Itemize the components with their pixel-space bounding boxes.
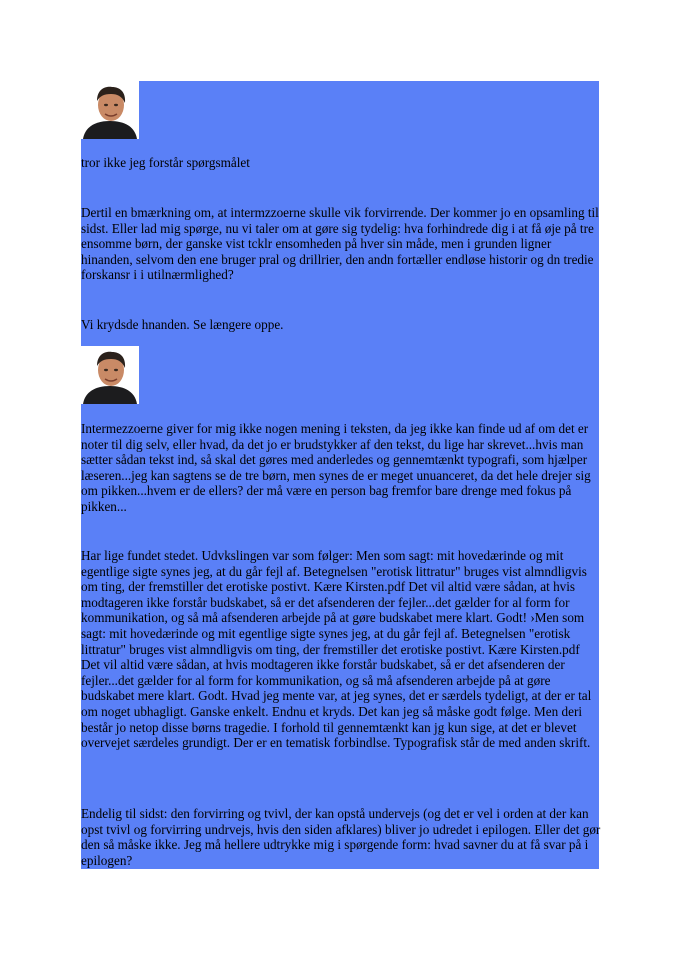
comment-1-text: tror ikke jeg forstår spørgsmålet: [81, 155, 250, 170]
comment-3-paragraph-3: Endelig til sidst: den forvirring og tvivl, der kan opstå undervejs (og det er vel i orden at der kan opst tvivl og forvirring undrvejs, hvis den siden afklares) bliver jo udredet i epilogen. Eller det gør den så måske ikke. Jeg må hellere udtrykke mig i spørgende form: hvad savner du at få svar på i epilogen?: [81, 806, 601, 868]
user-photo-avatar-icon: [81, 346, 139, 404]
comment-3-paragraph-1: Intermezzoerne giver for mig ikke nogen mening i teksten, da jeg ikke kan finde ud af om det er noter til dig selv, eller hvad, da det jo er brudstykker af den tekst, du lige har skrevet...hvis man sætter sådan tekst ind, så skal det gøres med anderledes og gennemtænkt typografi, som hjælper læseren...jeg kan sagtens se de tre børn, men synes de er meget unuanceret, da det hele drejer sig om pikken...hvem er de ellers? der må være en person bag fremfor bare drenge med fokus på pikken...: [81, 421, 591, 514]
user-photo-avatar-icon: [81, 81, 139, 139]
comment-2-paragraph-2: Vi krydsde hnanden. Se længere oppe.: [81, 317, 284, 332]
comment-3-paragraph-2: Har lige fundet stedet. Udvkslingen var som følger: Men som sagt: mit hovedærinde og mit egentlige sigte synes jeg, at du går fejl af. Betegnelsen "erotisk littratur" bruges vist almndligvis om ting, der fremstiller det erotiske postivt. Kære Kirsten.pdf Det vil altid være sådan, at hvis modtageren ikke forstår budskabet, så er det afsenderen der fejler...det gælder for al form for kommunikation, og så må afsenderen arbejde på at gøre budskabet mere klart. Godt! ›Men som sagt: mit hovedærinde og mit egentlige sigte synes jeg, at du går fejl af. Betegnelsen "erotisk littratur" bruges vist almndligvis om ting, der fremstiller det erotiske postivt. Kære Kirsten.pdf Det vil altid være sådan, at hvis modtageren ikke forstår budskabet, så er det afsenderen der fejler...det gælder for al form for kommunikation, og så må afsenderen arbejde på at gøre budskabet mere klart. Godt. Hvad jeg mente var, at jeg synes, det er særdels tydeligt, at der er tal om noget ubhagligt. Ganske enkelt. Endnu et kryds. Det kan jeg så måske godt følge. Men deri består jo netop disse børns tragedie. I forhold til gennemtænkt kan jg kun sige, at det er blevet overvejet særdeles grundigt. Der er en tematisk forbindlse. Typografisk står de med anden skrift.: [81, 548, 592, 751]
comment-2-paragraph-1: Dertil en bmærkning om, at intermzzoerne skulle vik forvirrende. Der kommer jo en opsamling til sidst. Eller lad mig spørge, nu vi taler om at gøre sig tydelig: hva forhindrede dig i at få øje på tre ensomme børn, der ganske vist tcklr ensomheden på hver sin måde, men i grunden ligner hinanden, selvom den ene bruger pral og drillrier, den andn fortæller endløse historir og dn tredie forskansr i i utilnærmlighed?: [81, 205, 599, 283]
